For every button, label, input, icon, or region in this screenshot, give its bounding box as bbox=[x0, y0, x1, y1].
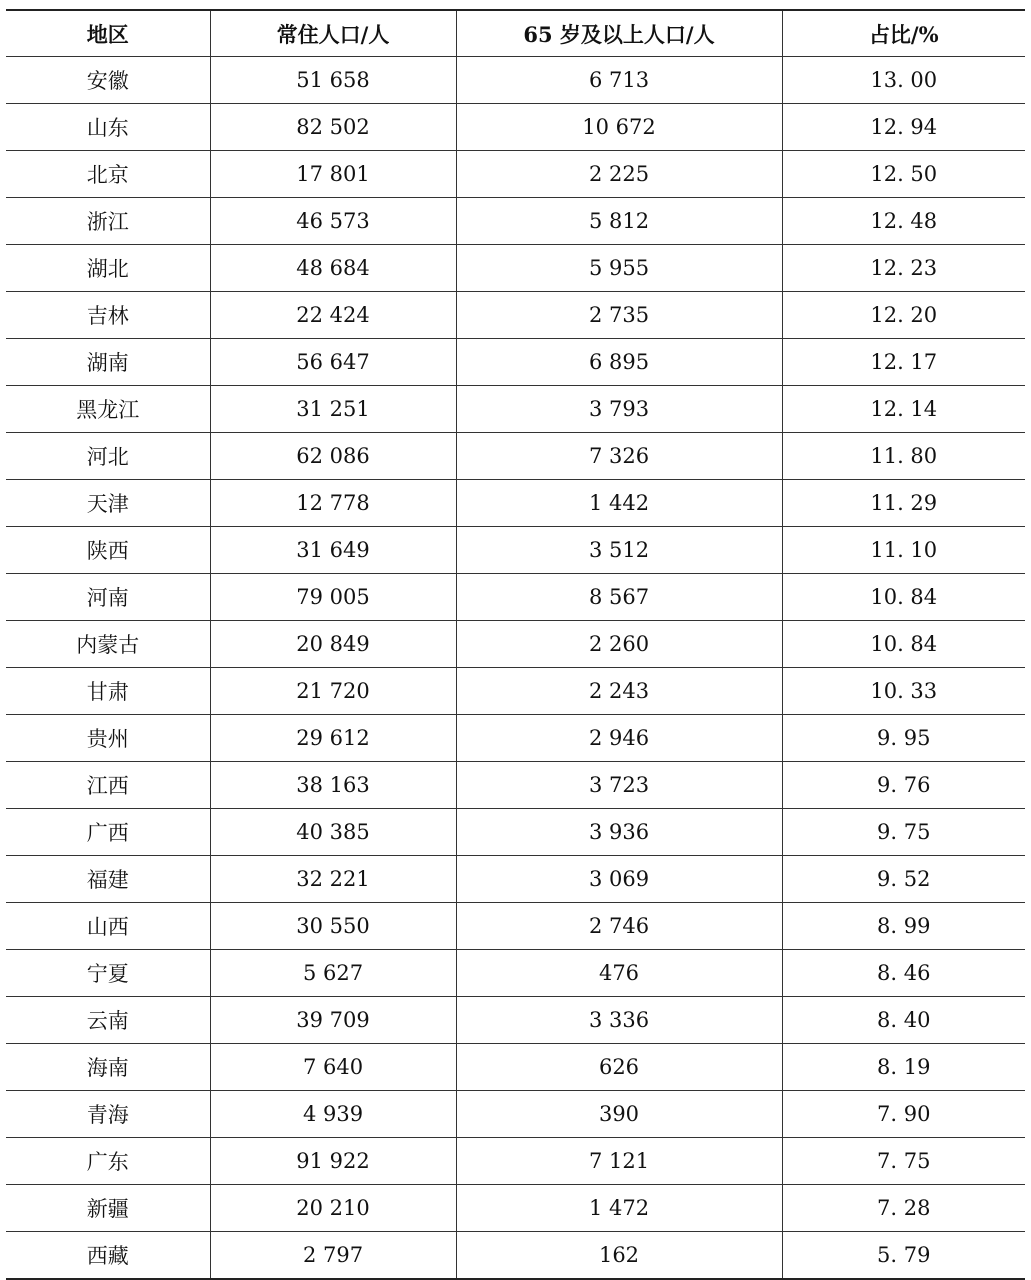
cell-resident-population: 39 709 bbox=[210, 997, 456, 1044]
cell-region: 海南 bbox=[6, 1044, 210, 1091]
header-share: 占比/% bbox=[782, 10, 1025, 57]
cell-elderly-population: 626 bbox=[456, 1044, 782, 1091]
table-row bbox=[6, 292, 1025, 339]
cell-resident-population: 20 210 bbox=[210, 1185, 456, 1232]
cell-region: 新疆 bbox=[6, 1185, 210, 1232]
cell-resident-population: 82 502 bbox=[210, 104, 456, 151]
cell-region: 湖南 bbox=[6, 339, 210, 386]
cell-share: 9. 76 bbox=[782, 762, 1025, 809]
cell-region: 浙江 bbox=[6, 198, 210, 245]
cell-elderly-population: 3 723 bbox=[456, 762, 782, 809]
cell-elderly-population: 2 946 bbox=[456, 715, 782, 762]
cell-region: 山东 bbox=[6, 104, 210, 151]
cell-resident-population: 48 684 bbox=[210, 245, 456, 292]
table-row bbox=[6, 1232, 1025, 1280]
cell-region: 安徽 bbox=[6, 57, 210, 104]
cell-region: 甘肃 bbox=[6, 668, 210, 715]
cell-share: 8. 40 bbox=[782, 997, 1025, 1044]
cell-resident-population: 20 849 bbox=[210, 621, 456, 668]
table-row bbox=[6, 245, 1025, 292]
cell-region: 黑龙江 bbox=[6, 386, 210, 433]
table-row bbox=[6, 57, 1025, 104]
table-row bbox=[6, 856, 1025, 903]
cell-elderly-population: 2 243 bbox=[456, 668, 782, 715]
cell-share: 12. 20 bbox=[782, 292, 1025, 339]
table-row bbox=[6, 997, 1025, 1044]
cell-resident-population: 32 221 bbox=[210, 856, 456, 903]
cell-region: 青海 bbox=[6, 1091, 210, 1138]
table-row bbox=[6, 1185, 1025, 1232]
cell-elderly-population: 3 793 bbox=[456, 386, 782, 433]
cell-region: 宁夏 bbox=[6, 950, 210, 997]
cell-region: 西藏 bbox=[6, 1232, 210, 1280]
cell-resident-population: 12 778 bbox=[210, 480, 456, 527]
cell-elderly-population: 476 bbox=[456, 950, 782, 997]
cell-share: 10. 84 bbox=[782, 621, 1025, 668]
table-row bbox=[6, 480, 1025, 527]
cell-resident-population: 2 797 bbox=[210, 1232, 456, 1280]
population-table bbox=[6, 9, 1025, 1280]
table-row bbox=[6, 1138, 1025, 1185]
cell-elderly-population: 2 746 bbox=[456, 903, 782, 950]
cell-share: 12. 23 bbox=[782, 245, 1025, 292]
header-elderly-population: 65 岁及以上人口/人 bbox=[456, 10, 782, 57]
cell-resident-population: 79 005 bbox=[210, 574, 456, 621]
cell-elderly-population: 2 225 bbox=[456, 151, 782, 198]
cell-elderly-population: 1 472 bbox=[456, 1185, 782, 1232]
cell-region: 湖北 bbox=[6, 245, 210, 292]
cell-share: 5. 79 bbox=[782, 1232, 1025, 1280]
cell-share: 7. 75 bbox=[782, 1138, 1025, 1185]
cell-share: 7. 90 bbox=[782, 1091, 1025, 1138]
cell-resident-population: 62 086 bbox=[210, 433, 456, 480]
cell-share: 11. 29 bbox=[782, 480, 1025, 527]
cell-region: 河北 bbox=[6, 433, 210, 480]
cell-resident-population: 22 424 bbox=[210, 292, 456, 339]
cell-resident-population: 4 939 bbox=[210, 1091, 456, 1138]
table-row bbox=[6, 950, 1025, 997]
cell-resident-population: 46 573 bbox=[210, 198, 456, 245]
cell-share: 13. 00 bbox=[782, 57, 1025, 104]
cell-share: 12. 48 bbox=[782, 198, 1025, 245]
table-row bbox=[6, 621, 1025, 668]
cell-region: 陕西 bbox=[6, 527, 210, 574]
table-row bbox=[6, 715, 1025, 762]
cell-elderly-population: 10 672 bbox=[456, 104, 782, 151]
cell-resident-population: 56 647 bbox=[210, 339, 456, 386]
cell-elderly-population: 3 069 bbox=[456, 856, 782, 903]
cell-elderly-population: 8 567 bbox=[456, 574, 782, 621]
population-table-container bbox=[6, 9, 1025, 1280]
table-row bbox=[6, 386, 1025, 433]
cell-resident-population: 5 627 bbox=[210, 950, 456, 997]
cell-region: 广西 bbox=[6, 809, 210, 856]
cell-elderly-population: 6 713 bbox=[456, 57, 782, 104]
cell-resident-population: 21 720 bbox=[210, 668, 456, 715]
cell-share: 10. 33 bbox=[782, 668, 1025, 715]
cell-region: 福建 bbox=[6, 856, 210, 903]
cell-elderly-population: 3 512 bbox=[456, 527, 782, 574]
cell-elderly-population: 390 bbox=[456, 1091, 782, 1138]
table-row bbox=[6, 668, 1025, 715]
cell-resident-population: 7 640 bbox=[210, 1044, 456, 1091]
cell-share: 12. 14 bbox=[782, 386, 1025, 433]
cell-share: 11. 10 bbox=[782, 527, 1025, 574]
cell-region: 北京 bbox=[6, 151, 210, 198]
cell-share: 11. 80 bbox=[782, 433, 1025, 480]
cell-share: 8. 46 bbox=[782, 950, 1025, 997]
cell-resident-population: 91 922 bbox=[210, 1138, 456, 1185]
table-body bbox=[6, 57, 1025, 1280]
cell-elderly-population: 5 812 bbox=[456, 198, 782, 245]
cell-share: 8. 99 bbox=[782, 903, 1025, 950]
cell-region: 江西 bbox=[6, 762, 210, 809]
table-row bbox=[6, 151, 1025, 198]
cell-elderly-population: 5 955 bbox=[456, 245, 782, 292]
cell-share: 9. 75 bbox=[782, 809, 1025, 856]
table-row bbox=[6, 903, 1025, 950]
table-row bbox=[6, 104, 1025, 151]
cell-region: 山西 bbox=[6, 903, 210, 950]
cell-elderly-population: 2 260 bbox=[456, 621, 782, 668]
cell-region: 贵州 bbox=[6, 715, 210, 762]
cell-region: 天津 bbox=[6, 480, 210, 527]
cell-share: 8. 19 bbox=[782, 1044, 1025, 1091]
cell-elderly-population: 1 442 bbox=[456, 480, 782, 527]
cell-region: 云南 bbox=[6, 997, 210, 1044]
table-row bbox=[6, 809, 1025, 856]
cell-elderly-population: 3 936 bbox=[456, 809, 782, 856]
table-header-row bbox=[6, 10, 1025, 57]
cell-resident-population: 51 658 bbox=[210, 57, 456, 104]
table-row bbox=[6, 1044, 1025, 1091]
cell-elderly-population: 162 bbox=[456, 1232, 782, 1280]
cell-share: 7. 28 bbox=[782, 1185, 1025, 1232]
cell-elderly-population: 7 121 bbox=[456, 1138, 782, 1185]
cell-elderly-population: 2 735 bbox=[456, 292, 782, 339]
table-row bbox=[6, 574, 1025, 621]
cell-elderly-population: 3 336 bbox=[456, 997, 782, 1044]
cell-resident-population: 29 612 bbox=[210, 715, 456, 762]
table-row bbox=[6, 527, 1025, 574]
table-row bbox=[6, 198, 1025, 245]
cell-elderly-population: 6 895 bbox=[456, 339, 782, 386]
cell-share: 12. 50 bbox=[782, 151, 1025, 198]
header-region: 地区 bbox=[6, 10, 210, 57]
table-row bbox=[6, 339, 1025, 386]
cell-region: 吉林 bbox=[6, 292, 210, 339]
cell-elderly-population: 7 326 bbox=[456, 433, 782, 480]
cell-resident-population: 40 385 bbox=[210, 809, 456, 856]
cell-region: 广东 bbox=[6, 1138, 210, 1185]
cell-resident-population: 38 163 bbox=[210, 762, 456, 809]
header-resident-population: 常住人口/人 bbox=[210, 10, 456, 57]
cell-share: 12. 17 bbox=[782, 339, 1025, 386]
cell-share: 9. 95 bbox=[782, 715, 1025, 762]
cell-resident-population: 30 550 bbox=[210, 903, 456, 950]
cell-resident-population: 31 251 bbox=[210, 386, 456, 433]
cell-resident-population: 17 801 bbox=[210, 151, 456, 198]
cell-region: 河南 bbox=[6, 574, 210, 621]
cell-region: 内蒙古 bbox=[6, 621, 210, 668]
cell-resident-population: 31 649 bbox=[210, 527, 456, 574]
table-row bbox=[6, 433, 1025, 480]
cell-share: 9. 52 bbox=[782, 856, 1025, 903]
cell-share: 10. 84 bbox=[782, 574, 1025, 621]
table-row bbox=[6, 1091, 1025, 1138]
cell-share: 12. 94 bbox=[782, 104, 1025, 151]
table-row bbox=[6, 762, 1025, 809]
